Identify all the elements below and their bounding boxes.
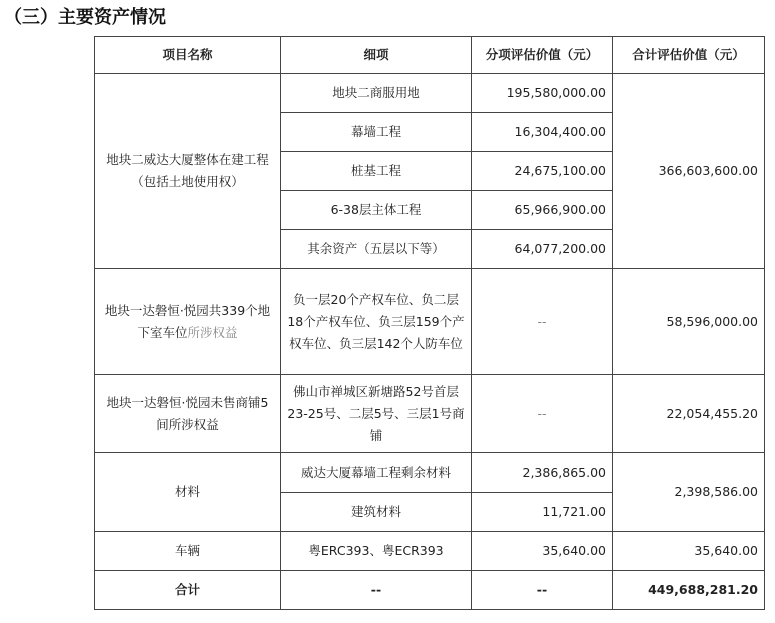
total-value-cell: 58,596,000.00 bbox=[613, 269, 765, 375]
detail-cell: 负一层20个产权车位、负二层18个产权车位、负三层159个产权车位、负三层142个人防车位 bbox=[281, 269, 472, 375]
detail-cell: 建筑材料 bbox=[281, 493, 472, 532]
item-name-cell bbox=[95, 269, 281, 375]
table-header-row bbox=[95, 37, 765, 74]
section-title: （三）主要资产情况 bbox=[4, 7, 166, 28]
item-name-cell: 地块一达磐恒·悦园未售商铺5间所涉权益 bbox=[95, 375, 281, 453]
header-detail: 细项 bbox=[281, 37, 472, 74]
detail-cell: 威达大厦幕墙工程剩余材料 bbox=[281, 453, 472, 493]
sub-value-cell: 16,304,400.00 bbox=[472, 113, 613, 152]
header-item-name: 项目名称 bbox=[95, 37, 281, 74]
total-value-cell: 2,398,586.00 bbox=[613, 453, 765, 532]
item-name-cell: 车辆 bbox=[95, 532, 281, 571]
header-sub-value: 分项评估价值（元） bbox=[472, 37, 613, 74]
item-name-main: 地块一达磐恒·悦园共339个地下室车位 bbox=[104, 302, 271, 340]
item-name-cell: 材料 bbox=[95, 453, 281, 532]
item-name-suffix: 所涉权益 bbox=[187, 324, 238, 340]
sum-label-cell: 合计 bbox=[95, 571, 281, 610]
detail-cell: 佛山市禅城区新塘路52号首层23-25号、二层5号、三层1号商铺 bbox=[281, 375, 472, 453]
detail-cell: 地块二商服用地 bbox=[281, 74, 472, 113]
detail-cell: 桩基工程 bbox=[281, 152, 472, 191]
detail-cell: 幕墙工程 bbox=[281, 113, 472, 152]
total-value-cell: 35,640.00 bbox=[613, 532, 765, 571]
sum-total-value-cell: 449,688,281.20 bbox=[613, 571, 765, 610]
sub-value-cell: 195,580,000.00 bbox=[472, 74, 613, 113]
detail-cell: 6-38层主体工程 bbox=[281, 191, 472, 230]
sub-value-cell: -- bbox=[472, 375, 613, 453]
table-row bbox=[95, 269, 765, 375]
table-row bbox=[95, 532, 765, 571]
main-assets-table bbox=[94, 36, 765, 610]
sub-value-cell: 24,675,100.00 bbox=[472, 152, 613, 191]
total-value-cell: 22,054,455.20 bbox=[613, 375, 765, 453]
sub-value-cell: 35,640.00 bbox=[472, 532, 613, 571]
sub-value-cell: -- bbox=[472, 269, 613, 375]
detail-cell: 粤ERC393、粤ECR393 bbox=[281, 532, 472, 571]
sub-value-cell: 65,966,900.00 bbox=[472, 191, 613, 230]
table-row bbox=[95, 453, 765, 493]
table-row bbox=[95, 74, 765, 113]
sub-value-cell: 11,721.00 bbox=[472, 493, 613, 532]
table-total-row bbox=[95, 571, 765, 610]
sum-detail-cell: -- bbox=[281, 571, 472, 610]
table-row bbox=[95, 375, 765, 453]
sub-value-cell: 2,386,865.00 bbox=[472, 453, 613, 493]
detail-cell: 其余资产（五层以下等） bbox=[281, 230, 472, 269]
item-name-cell: 地块二威达大厦整体在建工程（包括土地使用权） bbox=[95, 74, 281, 269]
sub-value-cell: 64,077,200.00 bbox=[472, 230, 613, 269]
total-value-cell: 366,603,600.00 bbox=[613, 74, 765, 269]
sum-sub-value-cell: -- bbox=[472, 571, 613, 610]
header-total-value: 合计评估价值（元） bbox=[613, 37, 765, 74]
